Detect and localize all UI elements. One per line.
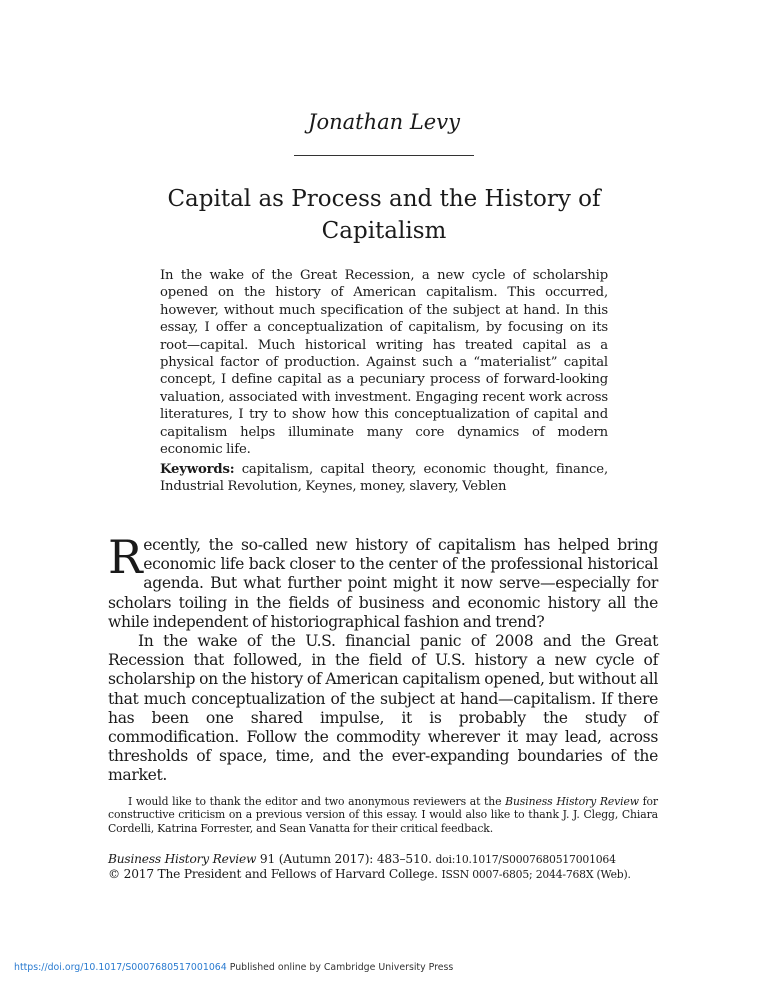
- citation-copyright: © 2017 The President and Fellows of Harvard College.: [108, 867, 442, 882]
- footnote-journal: Business History Review: [505, 795, 639, 808]
- abstract: In the wake of the Great Recession, a new cycle of scholarship opened on the history of American capitalism. This occurred, however, without much specification of the subject at hand. In this essay, I offer a conceptualization of capitalism, by focusing on its root—capital. Much historical writing has treated capital as a physical factor of production. Against such a “materialist” capital concept, I define capital as a pecuniary process of forward-looking valuation, associated with investment. Engaging recent work across literatures, I try to show how this conceptualization of capital and capitalism helps illuminate many core dynamics of modern economic life.: [160, 268, 608, 458]
- title-line-1: Capital as Process and the History of: [167, 186, 601, 212]
- citation: [108, 852, 668, 883]
- citation-line-1: [108, 852, 668, 867]
- paragraph-1-text: ecently, the so-called new history of capitalism has helped bring economic life back closer to the center of the professional historical agenda. But what further point might it now serve—especially for scholars toiling in the fields of business and economic history all the while independent of historiographical fashion and trend?: [108, 536, 658, 631]
- author-name: Jonathan Levy: [308, 110, 460, 134]
- citation-issn: ISSN 0007-6805; 2044-768X (Web).: [441, 868, 631, 882]
- author-rule: [294, 155, 474, 156]
- published-online-text: Published online by Cambridge University Press: [226, 962, 454, 973]
- title-line-2: Capitalism: [321, 218, 447, 244]
- citation-line-2: [108, 867, 668, 882]
- article-title: [140, 183, 628, 247]
- citation-journal: Business History Review: [108, 852, 257, 866]
- publisher-footer: [14, 962, 453, 973]
- footnote-post: for constructive criticism on a previous version of this essay. I would also like to thank J. J. Clegg, Chiara Cordelli, Katrina Forrester, and Sean Vanatta for their critical feedback.: [108, 795, 658, 835]
- keywords: [160, 461, 608, 496]
- footnote-text: [108, 795, 658, 835]
- citation-details: 91 (Autumn 2017): 483–510.: [256, 852, 436, 866]
- keywords-label: Keywords:: [160, 462, 235, 477]
- body-paragraph-1: [108, 530, 658, 632]
- drop-cap: R: [108, 530, 143, 584]
- keywords-list: capitalism, capital theory, economic thought, finance, Industrial Revolution, Keynes, money, slavery, Veblen: [160, 462, 608, 495]
- footnote: [108, 795, 658, 835]
- body-paragraph-2: In the wake of the U.S. financial panic of 2008 and the Great Recession that followed, in the field of U.S. history a new cycle of scholarship on the history of American capitalism opened, but without all that much conceptualization of the subject at hand—capitalism. If there has been one shared impulse, it is probably the study of commodification. Follow the commodity wherever it may lead, across thresholds of space, time, and the ever-expanding boundaries of the market.: [108, 632, 658, 785]
- footnote-pre: I would like to thank the editor and two anonymous reviewers at the: [128, 795, 506, 808]
- doi-link[interactable]: https://doi.org/10.1017/S0007680517001064: [14, 962, 227, 973]
- body-text: [108, 530, 658, 786]
- citation-doi: doi:10.1017/S0007680517001064: [435, 853, 616, 866]
